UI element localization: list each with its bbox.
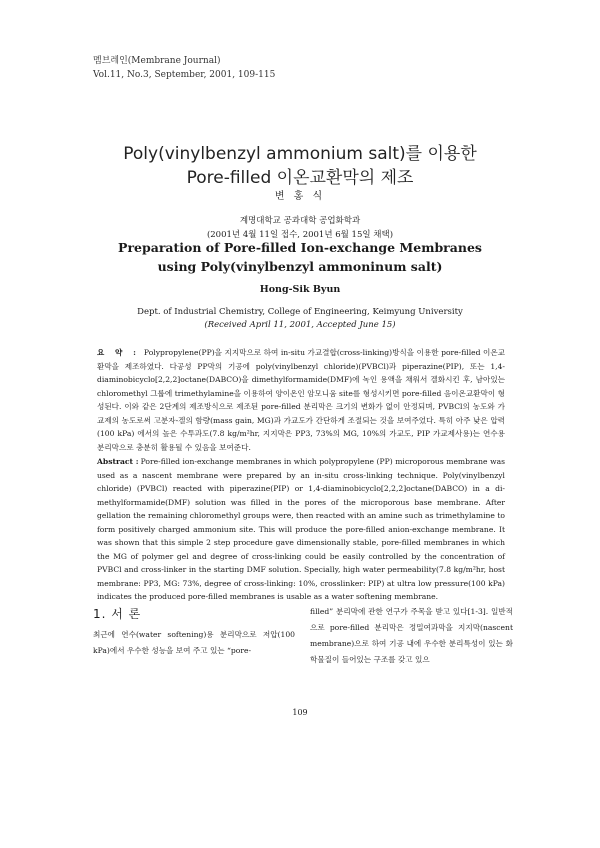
english-title-line2: using Poly(vinylbenzyl ammoninum salt) xyxy=(157,259,443,274)
korean-author: 변 홍 식 xyxy=(274,191,326,202)
english-affiliation-dates: (Received April 11, 2001, Accepted June 15) xyxy=(204,320,396,330)
intro-right-column: filled” 분리막에 관한 연구가 주목을 받고 있다[1-3]. 일반적으로 pore-filled 분리막은 정밀여과막을 지지막(nascent membrane)으로 하여 기공 내에 우수한 분리특성이 있는 화학물질이 들어있는 구조를 갖고 있으 xyxy=(310,607,513,664)
journal-name: 멤브레인(Membrane Journal) xyxy=(93,56,221,66)
page-number: 109 xyxy=(292,708,308,717)
journal-volume-info: Vol.11, No.3, September, 2001, 109-115 xyxy=(93,70,276,80)
english-affiliation-line1: Dept. of Industrial Chemistry, College of Engineering, Keimyung University xyxy=(137,307,463,317)
english-affiliation xyxy=(0,306,600,332)
korean-abstract xyxy=(97,346,505,454)
english-author: Hong-Sik Byun xyxy=(259,284,341,295)
korean-title-line1: Poly(vinylbenzyl ammonium salt)를 이용한 xyxy=(123,144,477,164)
english-title xyxy=(0,238,600,276)
journal-header xyxy=(93,54,275,82)
korean-abstract-label: 요 약 : xyxy=(97,348,140,357)
korean-affiliation-line1: 계명대학교 공과대학 공업화학과 xyxy=(239,216,361,226)
english-abstract xyxy=(97,455,505,604)
korean-title xyxy=(0,142,600,190)
korean-title-line2: Pore-filled 이온교환막의 제조 xyxy=(186,168,414,188)
english-abstract-label: Abstract : xyxy=(97,457,139,466)
english-abstract-text: Pore-filled ion-exchange membranes in which polypropylene (PP) microporous membrane was used as a nascent membrane were prepared by an in-situ cross-linking technique. Poly(vinylbenzyl chloride) (PVBCl) reacted with piperazine(PIP) or 1,4-diaminobicyclo[2,2,2]octane(DABCO) in a di-methylformamide(DMF) solution was filled in the pores of the microporous base membrane. After gellation the remaining chloromethyl groups were, then reacted with an amine such as trimethylamine to form positively charged ammonium site. This will produce the pore-filled anion-exchange membrane. It was shown that this simple 2 step procedure gave dimensionally stable, pore-filled membranes in which the MG of polymer gel and degree of cross-linking could be easily controlled by the concentration of PVBCl and cross-linker in the starting DMF solution. Specially, high water permeability(7.8 kg/m²hr, host membrane: PP3, MG: 73%, degree of cross-linking: 10%, crosslinker: PIP) at ultra low pressure(100 kPa) indicates the produced pore-filled membranes is usable as a water softening membrane. xyxy=(97,457,506,601)
korean-affiliation-dates: (2001년 4월 11일 접수, 2001년 6월 15일 채택) xyxy=(206,230,394,240)
section-heading-introduction: 1. 서 론 xyxy=(93,607,142,621)
english-title-line1: Preparation of Pore-filled Ion-exchange Membranes xyxy=(118,240,482,255)
korean-abstract-text: Polypropylene(PP)을 지지막으로 하여 in-situ 가교결합(cross-linking)방식을 이용한 pore-filled 이온교환막을 제조하였다. 다공성 PP막의 기공에 poly(vinylbenzyl chloride)(PVBCl)과 piperazine(PIP), 또는 1,4-diaminobicyclo[2,2,2]octane(DABCO)을 dimethylformamide(DMF)에 녹인 용액을 채워서 겔화시킨 후, 남아있는 chloromethyl 그룹에 trimethylamine을 이용하여 양이온인 암모니움 site를 형성시키면 pore-filled 음이온교환막이 형성된다. 이와 같은 2단계의 제조방식으로 제조된 pore-filled 분리막은 크기의 변화가 없이 안정되며, PVBCl의 농도와 가교제의 농도로써 고분자-겔의 함량(mass gain, MG)과 가교도가 간단하게 조절되는 것을 보여주었다. 특히 아주 낮은 압력(100 kPa) 에서의 높은 수투과도(7.8 kg/m²hr, 지지막은 PP3, 73%의 MG, 10%의 가교도, PIP 가교제사용)는 연수용 분리막으로 충분히 활용될 수 있음을 보여준다. xyxy=(97,348,505,452)
intro-left-column: 최근에 연수(water softening)용 분리막으로 저압(100 kPa)에서 우수한 성능을 보여 주고 있는 “pore- xyxy=(93,630,295,655)
